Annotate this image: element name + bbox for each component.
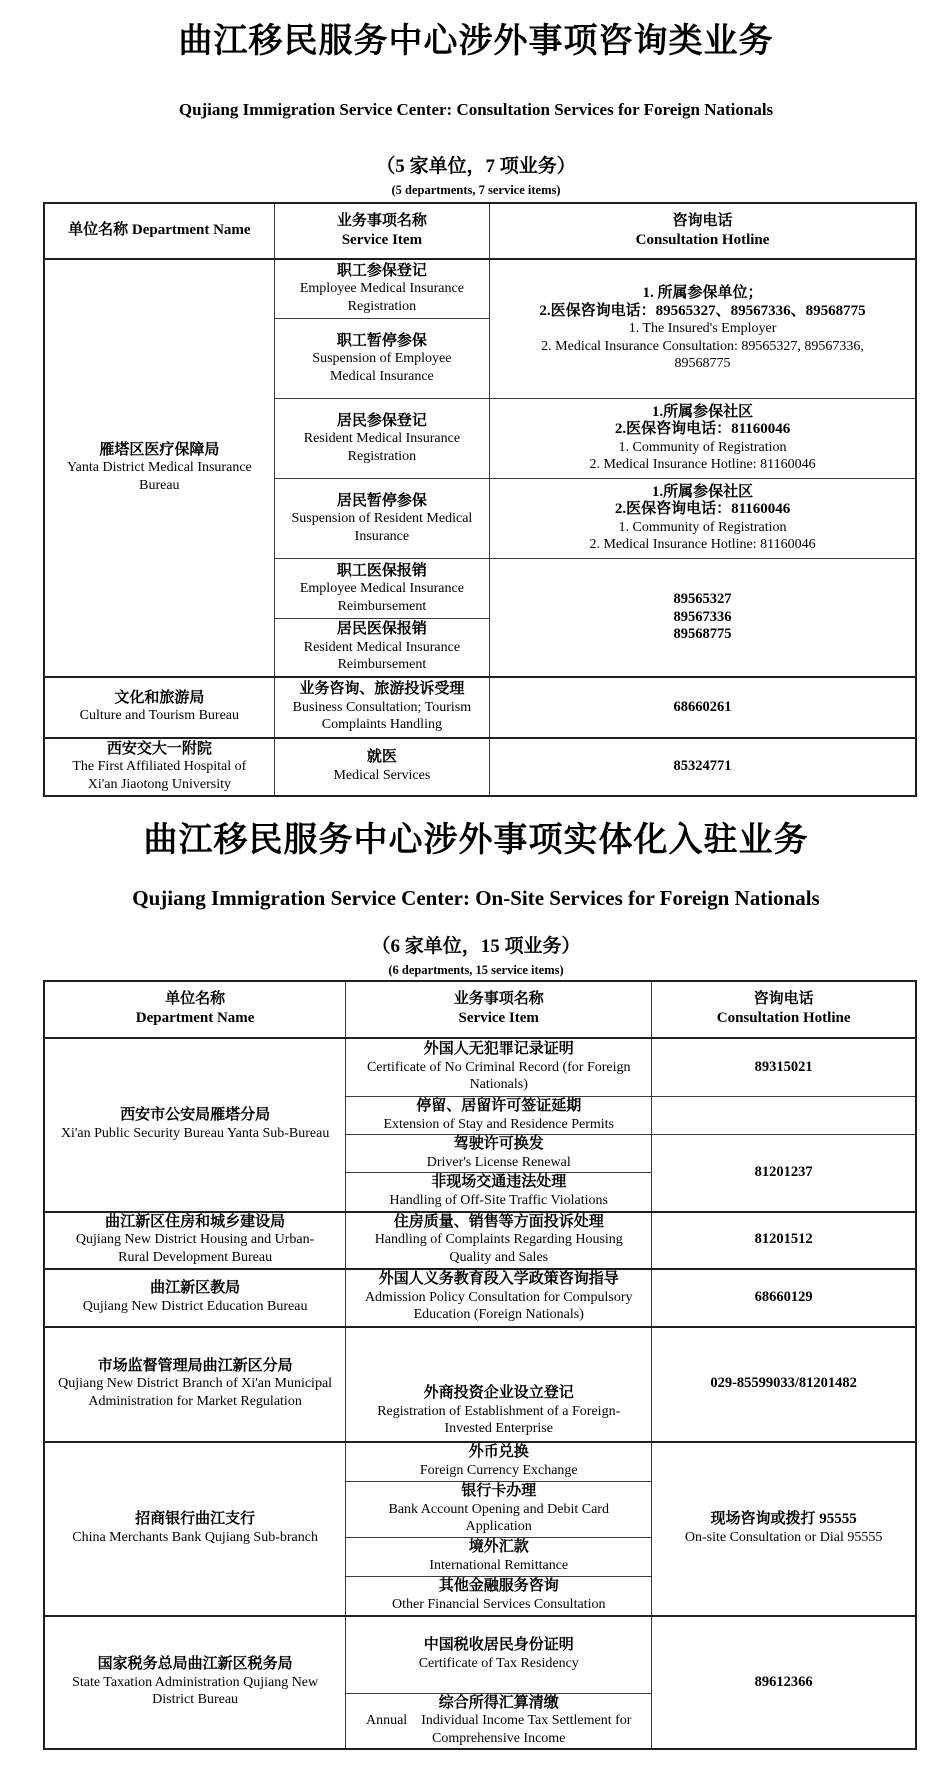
cell-line: 2. Medical Insurance Hotline: 81160046 xyxy=(589,457,816,473)
cell-line: 81201512 xyxy=(754,1231,813,1248)
section-title-en: Qujiang Immigration Service Center: Consultation Services for Foreign Nationals xyxy=(178,99,774,119)
cell-line: 曲江新区住房和城乡建设局 xyxy=(105,1213,286,1230)
cell-line: Extension of Stay and Residence Permits xyxy=(383,1116,615,1132)
cell-line: 停留、居留许可签证延期 xyxy=(416,1098,582,1115)
cell-line: Driver's License Renewal xyxy=(426,1154,571,1170)
header-department xyxy=(44,981,346,1038)
cell-line: Education (Foreign Nationals) xyxy=(413,1307,584,1323)
cell-line: 居民暂停参保 xyxy=(336,492,427,509)
cell-line: Yanta District Medical Insurance xyxy=(66,460,252,476)
cell-line: 1. Community of Registration xyxy=(618,519,787,535)
cell-line: State Taxation Administration Qujiang New xyxy=(72,1674,319,1690)
cell-line: 1.所属参保社区 xyxy=(651,403,754,420)
hotline-cell xyxy=(652,1442,916,1617)
hotline-cell xyxy=(490,738,916,796)
hotline-cell xyxy=(490,677,916,738)
cell-line: 现场咨询或拨打 95555 xyxy=(710,1511,857,1528)
header-line: Consultation Hotline xyxy=(716,1010,851,1027)
cell-line: 其他金融服务咨询 xyxy=(438,1578,559,1595)
onsite-services-table xyxy=(43,980,917,1751)
hotline-cell xyxy=(490,259,916,399)
unit-count-zh: （5 家单位，7 项业务） xyxy=(376,155,576,177)
service-cell xyxy=(346,1173,652,1212)
service-cell xyxy=(346,1327,652,1442)
cell-line: Rural Development Bureau xyxy=(118,1249,273,1265)
cell-line: 89315021 xyxy=(754,1058,813,1075)
header-line: 业务事项名称 xyxy=(336,212,427,229)
cell-line: Insurance xyxy=(354,528,410,544)
cell-line: On-site Consultation or Dial 95555 xyxy=(684,1529,883,1545)
service-cell xyxy=(274,399,489,479)
cell-line: Handling of Off-Site Traffic Violations xyxy=(389,1192,608,1208)
header-service xyxy=(274,203,489,259)
header-line: Consultation Hotline xyxy=(635,231,770,248)
header-line: 业务事项名称 xyxy=(453,991,544,1008)
cell-line: 境外汇款 xyxy=(468,1539,529,1556)
cell-line: 曲江新区教局 xyxy=(150,1280,241,1297)
cell-line: Reimbursement xyxy=(337,598,427,614)
cell-line: 2.医保咨询电话：81160046 xyxy=(614,501,791,518)
department-cell xyxy=(44,1616,346,1749)
cell-line: 居民医保报销 xyxy=(336,621,427,638)
cell-line: 西安交大一附院 xyxy=(106,740,212,757)
cell-line: 2.医保咨询电话：81160046 xyxy=(614,421,791,438)
cell-line: Invested Enterprise xyxy=(444,1421,553,1437)
unit-count-en: (5 departments, 7 service items) xyxy=(391,182,561,197)
header-line: 咨询电话 xyxy=(672,212,733,229)
cell-line: 驾驶许可换发 xyxy=(453,1136,544,1153)
hotline-cell xyxy=(490,399,916,479)
cell-line: 68660129 xyxy=(754,1288,813,1305)
cell-line: China Merchants Bank Qujiang Sub-branch xyxy=(72,1529,318,1545)
department-cell xyxy=(44,1038,346,1212)
cell-line: 2.医保咨询电话：89565327、89567336、89568775 xyxy=(539,302,866,319)
header-line: 单位名称 xyxy=(165,991,226,1008)
cell-line: 029-85599033/81201482 xyxy=(710,1375,857,1392)
department-cell xyxy=(44,677,274,738)
cell-line: 2. Medical Insurance Consultation: 89565327, 89567336, xyxy=(541,338,864,354)
cell-line: 外国人无犯罪记录证明 xyxy=(423,1041,574,1058)
cell-line: Foreign Currency Exchange xyxy=(419,1462,578,1478)
cell-line: Reimbursement xyxy=(337,657,427,673)
cell-line: The First Affiliated Hospital of xyxy=(72,759,247,775)
cell-line: Admission Policy Consultation for Compulsory xyxy=(364,1289,633,1305)
cell-line: Business Consultation; Tourism xyxy=(292,699,472,715)
cell-line: Qujiang New District Housing and Urban- xyxy=(75,1232,315,1248)
service-cell xyxy=(346,1616,652,1693)
cell-line: 文化和旅游局 xyxy=(114,689,205,706)
cell-line: Quality and Sales xyxy=(449,1249,549,1265)
section-title-en: Qujiang Immigration Service Center: On-Site Services for Foreign Nationals xyxy=(132,885,820,910)
department-cell xyxy=(44,259,274,677)
cell-line: Nationals) xyxy=(469,1077,528,1093)
cell-line: 西安市公安局雁塔分局 xyxy=(120,1107,271,1124)
cell-line: 银行卡办理 xyxy=(461,1483,537,1500)
cell-line: Registration xyxy=(347,298,417,314)
header-line: 咨询电话 xyxy=(753,991,814,1008)
service-cell xyxy=(274,479,489,559)
cell-line: 招商银行曲江支行 xyxy=(135,1511,256,1528)
service-cell xyxy=(346,1537,652,1576)
cell-line: Employee Medical Insurance xyxy=(299,281,464,297)
cell-line: 81201237 xyxy=(754,1164,813,1181)
unit-count-zh: （6 家单位，15 项业务） xyxy=(371,935,581,957)
cell-line: Resident Medical Insurance xyxy=(303,431,461,447)
hotline-cell xyxy=(652,1212,916,1269)
service-cell xyxy=(346,1135,652,1173)
service-cell xyxy=(274,738,489,796)
cell-line: Other Financial Services Consultation xyxy=(392,1596,606,1612)
cell-line: Handling of Complaints Regarding Housing xyxy=(374,1232,623,1248)
cell-line: 68660261 xyxy=(673,698,732,715)
department-cell xyxy=(44,738,274,796)
service-cell xyxy=(346,1038,652,1097)
hotline-cell xyxy=(652,1135,916,1212)
section-title-zh: 曲江移民服务中心涉外事项实体化入驻业务 xyxy=(143,821,809,859)
cell-line: Medical Services xyxy=(333,767,431,783)
service-cell xyxy=(274,619,489,677)
service-cell xyxy=(346,1097,652,1135)
department-cell xyxy=(44,1269,346,1327)
cell-line: 职工医保报销 xyxy=(336,562,427,579)
header-line: Service Item xyxy=(458,1010,539,1027)
cell-line: Certificate of No Criminal Record (for Foreign xyxy=(366,1059,631,1075)
header-service xyxy=(346,981,652,1038)
hotline-cell xyxy=(652,1327,916,1442)
cell-line: 雁塔区医疗保障局 xyxy=(99,441,220,458)
cell-line: Employee Medical Insurance xyxy=(299,581,464,597)
header-department xyxy=(44,203,274,259)
service-cell xyxy=(346,1212,652,1269)
cell-line: Comprehensive Income xyxy=(432,1730,566,1746)
cell-line: District Bureau xyxy=(152,1692,239,1708)
service-cell xyxy=(346,1442,652,1482)
cell-line: 89568775 xyxy=(674,356,731,372)
cell-line: 国家税务总局曲江新区税务局 xyxy=(97,1656,293,1673)
service-cell xyxy=(274,559,489,619)
cell-line: 89565327 xyxy=(673,591,732,608)
cell-line: 业务咨询、旅游投诉受理 xyxy=(299,681,465,698)
header-line: Service Item xyxy=(341,231,423,248)
consultation-services-table xyxy=(43,202,917,797)
cell-line: 1. The Insured's Employer xyxy=(628,321,777,337)
cell-line: 非现场交通违法处理 xyxy=(431,1174,567,1191)
cell-line: Complaints Handling xyxy=(321,717,442,733)
header-hotline xyxy=(652,981,916,1038)
cell-line: 89612366 xyxy=(754,1673,813,1690)
cell-line: Culture and Tourism Bureau xyxy=(79,708,240,724)
cell-line: Medical Insurance xyxy=(329,368,434,384)
hotline-cell xyxy=(652,1616,916,1749)
cell-line: 89567336 xyxy=(673,608,732,625)
cell-line: Registration xyxy=(347,448,417,464)
cell-line: 2. Medical Insurance Hotline: 81160046 xyxy=(589,537,816,553)
cell-line: 居民参保登记 xyxy=(336,412,427,429)
service-cell xyxy=(346,1693,652,1749)
cell-line: Annual Individual Income Tax Settlement for xyxy=(365,1713,632,1729)
service-cell xyxy=(346,1576,652,1616)
unit-count-en: (6 departments, 15 service items) xyxy=(388,962,564,977)
cell-line: 就医 xyxy=(366,749,397,766)
cell-line: 85324771 xyxy=(673,758,732,775)
cell-line: 市场监督管理局曲江新区分局 xyxy=(97,1357,293,1374)
cell-line: Resident Medical Insurance xyxy=(303,639,461,655)
cell-line: Suspension of Employee xyxy=(312,351,452,367)
cell-line: Application xyxy=(465,1519,532,1535)
department-cell xyxy=(44,1442,346,1617)
cell-line: Administration for Market Regulation xyxy=(88,1393,302,1409)
department-cell xyxy=(44,1327,346,1442)
cell-line: International Remittance xyxy=(429,1557,569,1573)
cell-line: Bank Account Opening and Debit Card xyxy=(388,1501,609,1517)
cell-line: 89568775 xyxy=(673,626,732,643)
service-cell xyxy=(346,1482,652,1538)
header-hotline xyxy=(490,203,916,259)
cell-line: 住房质量、销售等方面投诉处理 xyxy=(393,1213,604,1230)
cell-line: Xi'an Jiaotong University xyxy=(87,776,231,792)
hotline-cell xyxy=(652,1097,916,1135)
header-line: Department Name xyxy=(135,1010,255,1027)
cell-line: Bureau xyxy=(139,477,180,493)
hotline-cell xyxy=(652,1269,916,1327)
cell-line: 外币兑换 xyxy=(468,1444,529,1461)
hotline-cell xyxy=(652,1038,916,1097)
header-line: 单位名称 Department Name xyxy=(68,222,251,239)
service-cell xyxy=(274,677,489,738)
cell-line: 外商投资企业设立登记 xyxy=(423,1385,574,1402)
service-cell xyxy=(274,259,489,319)
cell-line: Registration of Establishment of a Foreign- xyxy=(377,1403,621,1419)
cell-line: Certificate of Tax Residency xyxy=(418,1655,579,1671)
department-cell xyxy=(44,1212,346,1269)
hotline-cell xyxy=(490,559,916,677)
section-consultation xyxy=(0,22,952,797)
hotline-cell xyxy=(490,479,916,559)
cell-line: Suspension of Resident Medical xyxy=(291,511,473,527)
cell-line: Xi'an Public Security Bureau Yanta Sub-Bureau xyxy=(60,1125,330,1141)
service-cell xyxy=(346,1269,652,1327)
cell-line: 职工参保登记 xyxy=(336,262,427,279)
cell-line: Qujiang New District Education Bureau xyxy=(82,1298,308,1314)
cell-line: 1.所属参保社区 xyxy=(651,483,754,500)
cell-line: 1. Community of Registration xyxy=(618,439,787,455)
cell-line: Qujiang New District Branch of Xi'an Municipal xyxy=(58,1376,333,1392)
section-title-zh: 曲江移民服务中心涉外事项咨询类业务 xyxy=(178,23,774,60)
cell-line: 1. 所属参保单位； xyxy=(642,285,763,302)
section-onsite xyxy=(0,821,952,1750)
service-cell xyxy=(274,319,489,399)
cell-line: 职工暂停参保 xyxy=(336,332,427,349)
cell-line: 中国税收居民身份证明 xyxy=(423,1637,574,1654)
cell-line: 外国人义务教育段入学政策咨询指导 xyxy=(378,1271,619,1288)
cell-line: 综合所得汇算清缴 xyxy=(438,1694,559,1711)
